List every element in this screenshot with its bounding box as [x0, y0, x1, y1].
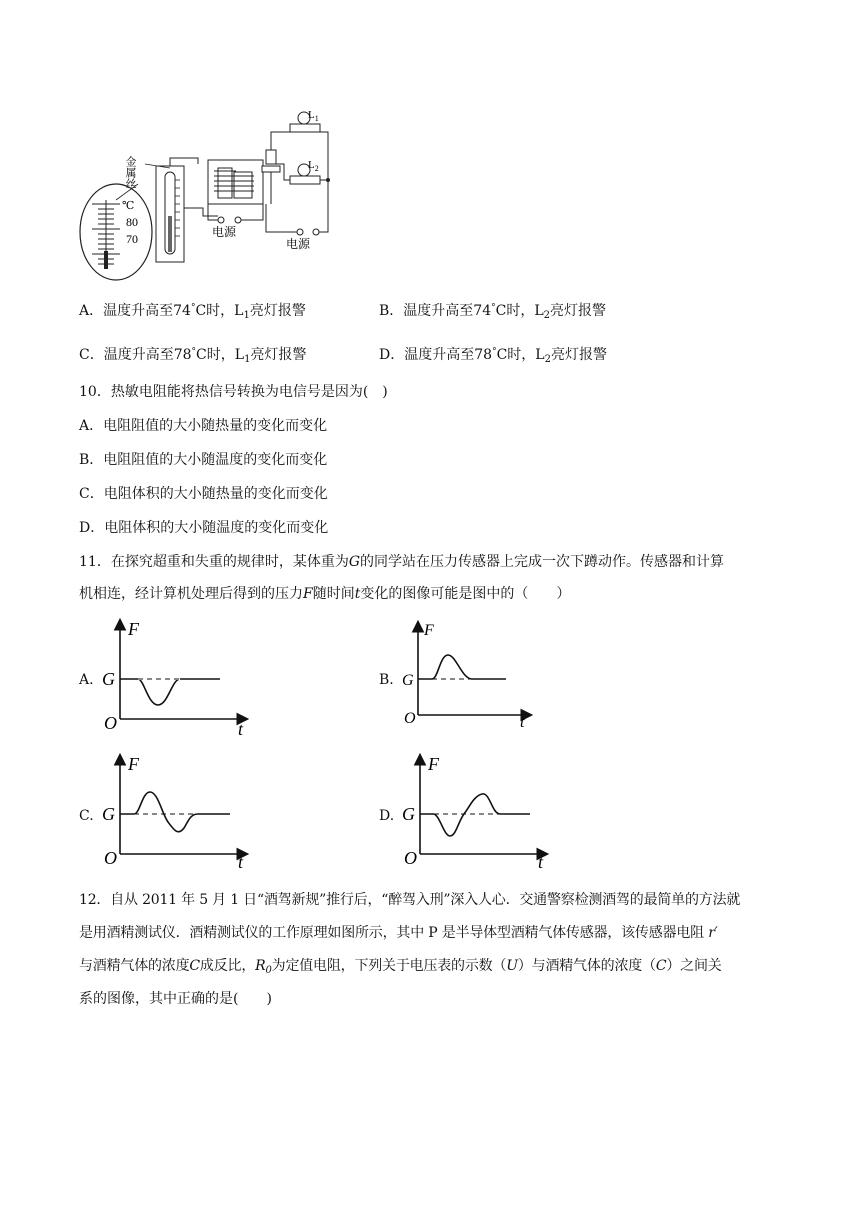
power-label-1: 电源: [212, 225, 237, 239]
q10-stem: 10．热敏电阻能将热信号转换为电信号是因为( ): [79, 384, 388, 400]
graph-a-x-label: t: [238, 719, 244, 735]
metal-wire-label: 金属丝: [124, 156, 136, 189]
q12-stem-line2: 是用酒精测试仪．酒精测试仪的工作原理如图所示，其中 P 是半导体型酒精气体传感器，该传感器电阻 r′: [79, 925, 718, 941]
q9-option-d[interactable]: D．温度升高至78°C时，$L_2$亮灯报警: [379, 347, 607, 365]
q11-graph-d[interactable]: [400, 750, 560, 870]
graph-c-y-label: F: [128, 754, 139, 774]
q11-option-b-letter[interactable]: B.: [379, 672, 394, 688]
q11-graph-c[interactable]: [100, 750, 260, 870]
q9-option-c[interactable]: C．温度升高至78°C时，$L_1$亮灯报警: [79, 347, 307, 365]
graph-c-G-label: G: [102, 804, 115, 824]
thermometer-alarm-circuit-figure: [78, 108, 340, 283]
tick-80-label: 80: [126, 215, 138, 229]
tick-70-label: 70: [126, 232, 138, 246]
q9-option-b[interactable]: B．温度升高至74°C时，$L_2$亮灯报警: [379, 303, 607, 321]
graph-b-origin: O: [404, 710, 416, 727]
q10-option-a[interactable]: A．电阻阻值的大小随热量的变化而变化: [79, 418, 328, 434]
graph-a-y-label: F: [128, 619, 139, 639]
q10-option-d[interactable]: D．电阻体积的大小随温度的变化而变化: [79, 520, 329, 536]
q12-stem-line4: 系的图像，其中正确的是( ): [79, 991, 272, 1007]
graph-a-origin: O: [104, 713, 117, 733]
graph-c-origin: O: [104, 848, 117, 868]
graph-d-x-label: t: [538, 852, 544, 870]
graph-d-origin: O: [404, 848, 417, 868]
q10-option-c[interactable]: C．电阻体积的大小随热量的变化而变化: [79, 486, 328, 502]
q11-stem-line2: 机相连，经计算机处理后得到的压力F随时间t变化的图像可能是图中的（ ）: [79, 586, 571, 602]
lamp-L2-label: $L_2$: [308, 159, 319, 173]
graph-b-G-label: G: [402, 672, 414, 689]
graph-b-y-label: F: [424, 622, 434, 639]
power-label-2: 电源: [286, 237, 311, 251]
q11-graph-a[interactable]: [100, 615, 260, 735]
q11-option-a-letter[interactable]: A.: [79, 672, 94, 688]
q12-stem-line1: 12．自从 2011 年 5 月 1 日“酒驾新规”推行后，“醉驾入刑”深入人心．交通警察检测酒驾的最简单的方法就: [79, 892, 741, 908]
q11-option-c-letter[interactable]: C.: [79, 808, 94, 824]
graph-b-x-label: t: [520, 714, 525, 730]
q11-graph-b[interactable]: [400, 615, 540, 730]
lamp-L1-label: $L_1$: [308, 109, 319, 123]
q9-option-a[interactable]: A．温度升高至74°C时，$L_1$亮灯报警: [79, 303, 306, 321]
q11-option-d-letter[interactable]: D.: [379, 808, 395, 824]
q11-stem-line1: 11．在探究超重和失重的规律时，某体重为G的同学站在压力传感器上完成一次下蹲动作。传感器和计算: [79, 554, 725, 570]
q10-option-b[interactable]: B．电阻阻值的大小随温度的变化而变化: [79, 452, 328, 468]
graph-d-y-label: F: [428, 754, 439, 774]
graph-a-G-label: G: [102, 669, 115, 689]
unit-label: ℃: [122, 200, 135, 212]
graph-d-G-label: G: [402, 804, 415, 824]
q12-stem-line3: 与酒精气体的浓度C成反比，$R_0$为定值电阻，下列关于电压表的示数（U）与酒精气体的浓度（C）之间关: [79, 958, 722, 976]
graph-c-x-label: t: [238, 852, 244, 870]
